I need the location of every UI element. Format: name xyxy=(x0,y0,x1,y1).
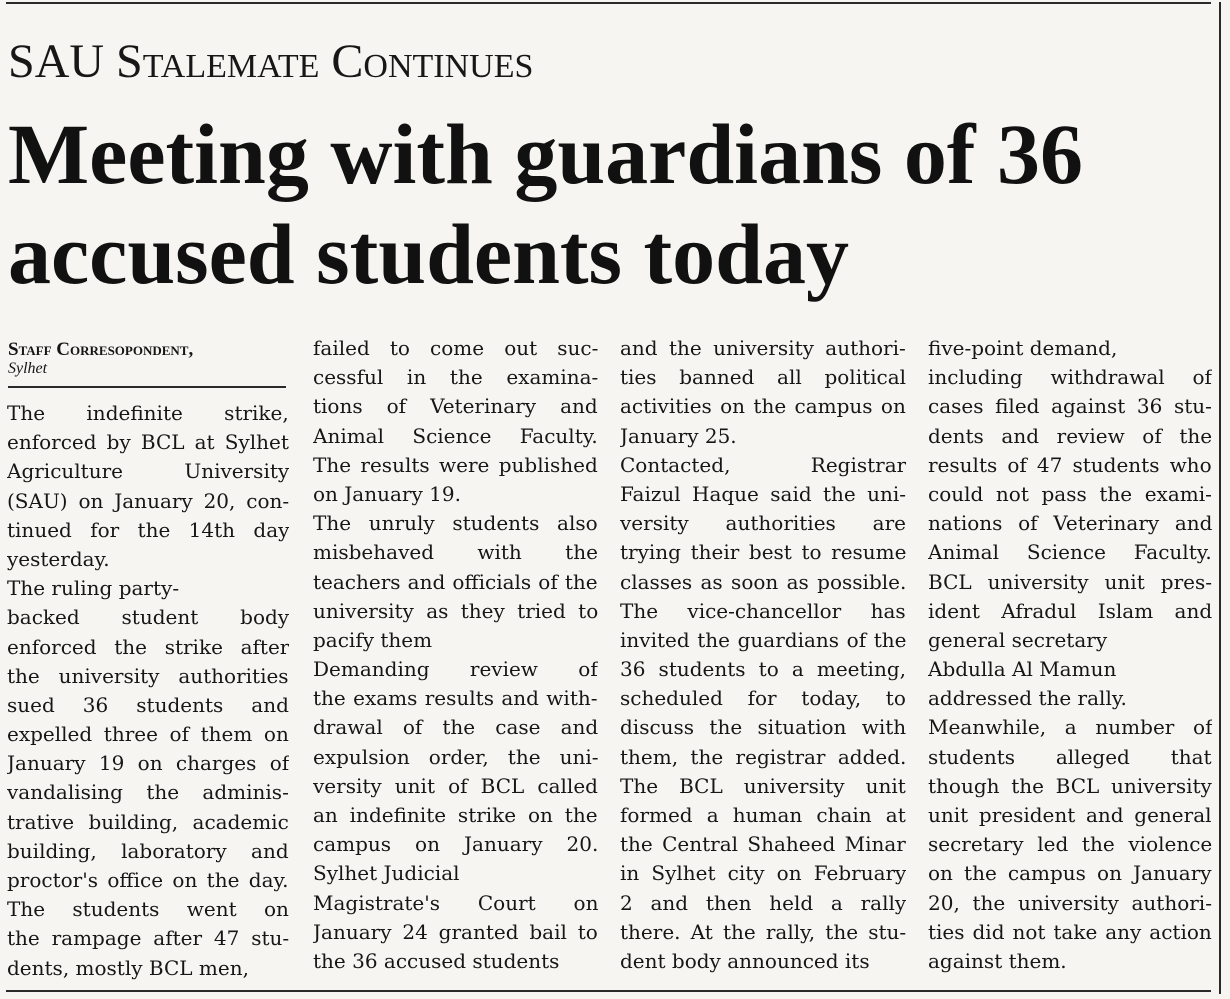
column-text-line: proctor's office on the day. xyxy=(7,868,289,892)
headline-line: Meeting with guardians of 36 xyxy=(8,106,1083,202)
column-text-line: expelled three of them on xyxy=(7,722,289,747)
column-text-line: dent body announced its xyxy=(620,948,870,973)
column-text-line: invited the guardians of the xyxy=(620,627,906,652)
column-text-line: the university authorities xyxy=(7,663,289,688)
column-text-line: dents and review of the xyxy=(928,423,1212,448)
column-3 xyxy=(620,334,906,976)
column-text-line: campus on January 20. xyxy=(313,832,598,857)
column-text-line: could not pass the exami- xyxy=(928,481,1212,506)
bottom-border-rule xyxy=(6,990,1211,992)
column-text-line: versity authorities are xyxy=(620,511,906,536)
column-text-line: including withdrawal of xyxy=(928,365,1212,390)
column-text-line: discuss the situation with xyxy=(620,715,906,740)
column-text-line: there. At the rally, the stu- xyxy=(620,919,906,944)
column-text-line: activities on the campus on xyxy=(620,394,906,419)
column-text-line: Animal Science Faculty. xyxy=(928,540,1212,565)
column-text-line: Meanwhile, a number of xyxy=(928,715,1212,740)
column-text-line: expulsion order, the uni- xyxy=(313,744,598,769)
column-text-line: BCL university unit pres- xyxy=(928,569,1212,594)
column-text-line: drawal of the case and xyxy=(313,715,598,740)
column-text-line: nations of Veterinary and xyxy=(928,511,1212,536)
column-text-line: backed student body xyxy=(7,605,289,630)
column-text-line: secretary led the violence xyxy=(928,832,1212,857)
column-text-line: The students went on xyxy=(7,897,289,922)
column-text-line: versity unit of BCL called xyxy=(313,773,598,798)
column-text-line: Animal Science Faculty. xyxy=(313,423,598,448)
column-text-line: The indefinite strike, xyxy=(7,401,289,425)
column-text-line: January 25. xyxy=(620,423,737,448)
byline xyxy=(8,340,286,378)
column-text-line: dents, mostly BCL men, xyxy=(7,955,249,980)
column-text-line: results of 47 students who xyxy=(928,452,1212,477)
column-text-line: Demanding review of xyxy=(313,657,598,682)
column-text-line: Sylhet Judicial xyxy=(313,861,460,886)
column-text-line: general secretary xyxy=(928,627,1108,652)
column-text-line: Magistrate's Court on xyxy=(313,890,598,915)
column-text-line: on January 19. xyxy=(313,481,461,506)
column-text-line: vandalising the adminis- xyxy=(7,780,289,805)
column-text-line: ties did not take any action xyxy=(928,919,1212,944)
column-text-line: cessful in the examina- xyxy=(313,365,598,390)
column-text-line: pacify them xyxy=(313,627,433,652)
headline-line: accused students today xyxy=(8,206,849,302)
column-text-line: tions of Veterinary and xyxy=(313,394,598,419)
column-text-line: tinued for the 14th day xyxy=(7,517,289,542)
column-text-line: yesterday. xyxy=(7,546,110,571)
column-text-line: The results were published xyxy=(313,452,598,477)
column-text-line: formed a human chain at xyxy=(620,803,906,827)
column-text-line: January 24 granted bail to xyxy=(313,919,598,944)
column-text-line: though the BCL university xyxy=(928,773,1212,798)
column-text-line: 36 students to a meeting, xyxy=(620,657,906,682)
column-1 xyxy=(7,399,289,983)
column-text-line: cases filed against 36 stu- xyxy=(928,394,1212,419)
column-text-line: ident Afradul Islam and xyxy=(928,598,1212,623)
column-text-line: Agriculture University xyxy=(7,459,289,484)
column-text-line: scheduled for today, to xyxy=(620,686,906,711)
column-text-line: the rampage after 47 stu- xyxy=(7,926,289,951)
top-border-rule xyxy=(6,2,1211,4)
column-text-line: misbehaved with the xyxy=(313,540,598,565)
column-text-line: students alleged that xyxy=(928,744,1212,769)
column-text-line: Contacted, Registrar xyxy=(620,452,906,477)
column-text-line: classes as soon as possible. xyxy=(620,569,906,594)
column-text-line: trative building, academic xyxy=(7,809,289,834)
column-text-line: trying their best to resume xyxy=(620,540,906,565)
column-text-line: January 19 on charges of xyxy=(7,751,289,776)
byline-name: Staff Corresopondent, xyxy=(8,339,194,360)
byline-place: Sylhet xyxy=(8,359,48,377)
column-text-line: in Sylhet city on February xyxy=(620,861,906,886)
column-text-line: unit president and general xyxy=(928,803,1212,827)
column-text-line: against them. xyxy=(928,948,1067,973)
column-text-line: the Central Shaheed Minar xyxy=(620,832,906,857)
byline-rule xyxy=(8,386,286,388)
column-text-line: building, laboratory and xyxy=(7,838,289,863)
column-text-line: university as they tried to xyxy=(313,598,598,623)
column-text-line: 2 and then held a rally xyxy=(620,890,906,915)
column-text-line: them, the registrar added. xyxy=(620,744,906,769)
right-border-rule xyxy=(1219,2,1221,994)
column-text-line: five-point demand, xyxy=(928,336,1118,360)
column-text-line: ties banned all political xyxy=(620,365,906,390)
column-text-line: The ruling party- xyxy=(7,576,180,601)
column-4 xyxy=(928,334,1212,976)
column-text-line: on the campus on January xyxy=(928,861,1212,886)
column-text-line: The unruly students also xyxy=(313,511,598,536)
headline xyxy=(8,104,1218,304)
column-text-line: failed to come out suc- xyxy=(313,336,598,360)
column-text-line: 20, the university authori- xyxy=(928,890,1212,915)
column-text-line: Abdulla Al Mamun xyxy=(928,657,1117,682)
column-text-line: the exams results and with- xyxy=(313,686,598,711)
column-text-line: (SAU) on January 20, con- xyxy=(7,488,289,513)
column-text-line: teachers and officials of the xyxy=(313,569,598,594)
column-text-line: The BCL university unit xyxy=(620,773,906,798)
column-text-line: enforced the strike after xyxy=(7,634,289,659)
kicker-heading: SAU Stalemate Continues xyxy=(8,35,534,88)
column-text-line: The vice-chancellor has xyxy=(620,598,906,623)
column-text-line: and the university authori- xyxy=(620,336,906,360)
column-2 xyxy=(313,334,598,976)
column-text-line: sued 36 students and xyxy=(7,692,289,717)
column-text-line: the 36 accused students xyxy=(313,948,560,973)
column-text-line: addressed the rally. xyxy=(928,686,1127,711)
column-text-line: an indefinite strike on the xyxy=(313,803,598,827)
column-text-line: Faizul Haque said the uni- xyxy=(620,481,906,506)
column-text-line: enforced by BCL at Sylhet xyxy=(7,430,289,455)
